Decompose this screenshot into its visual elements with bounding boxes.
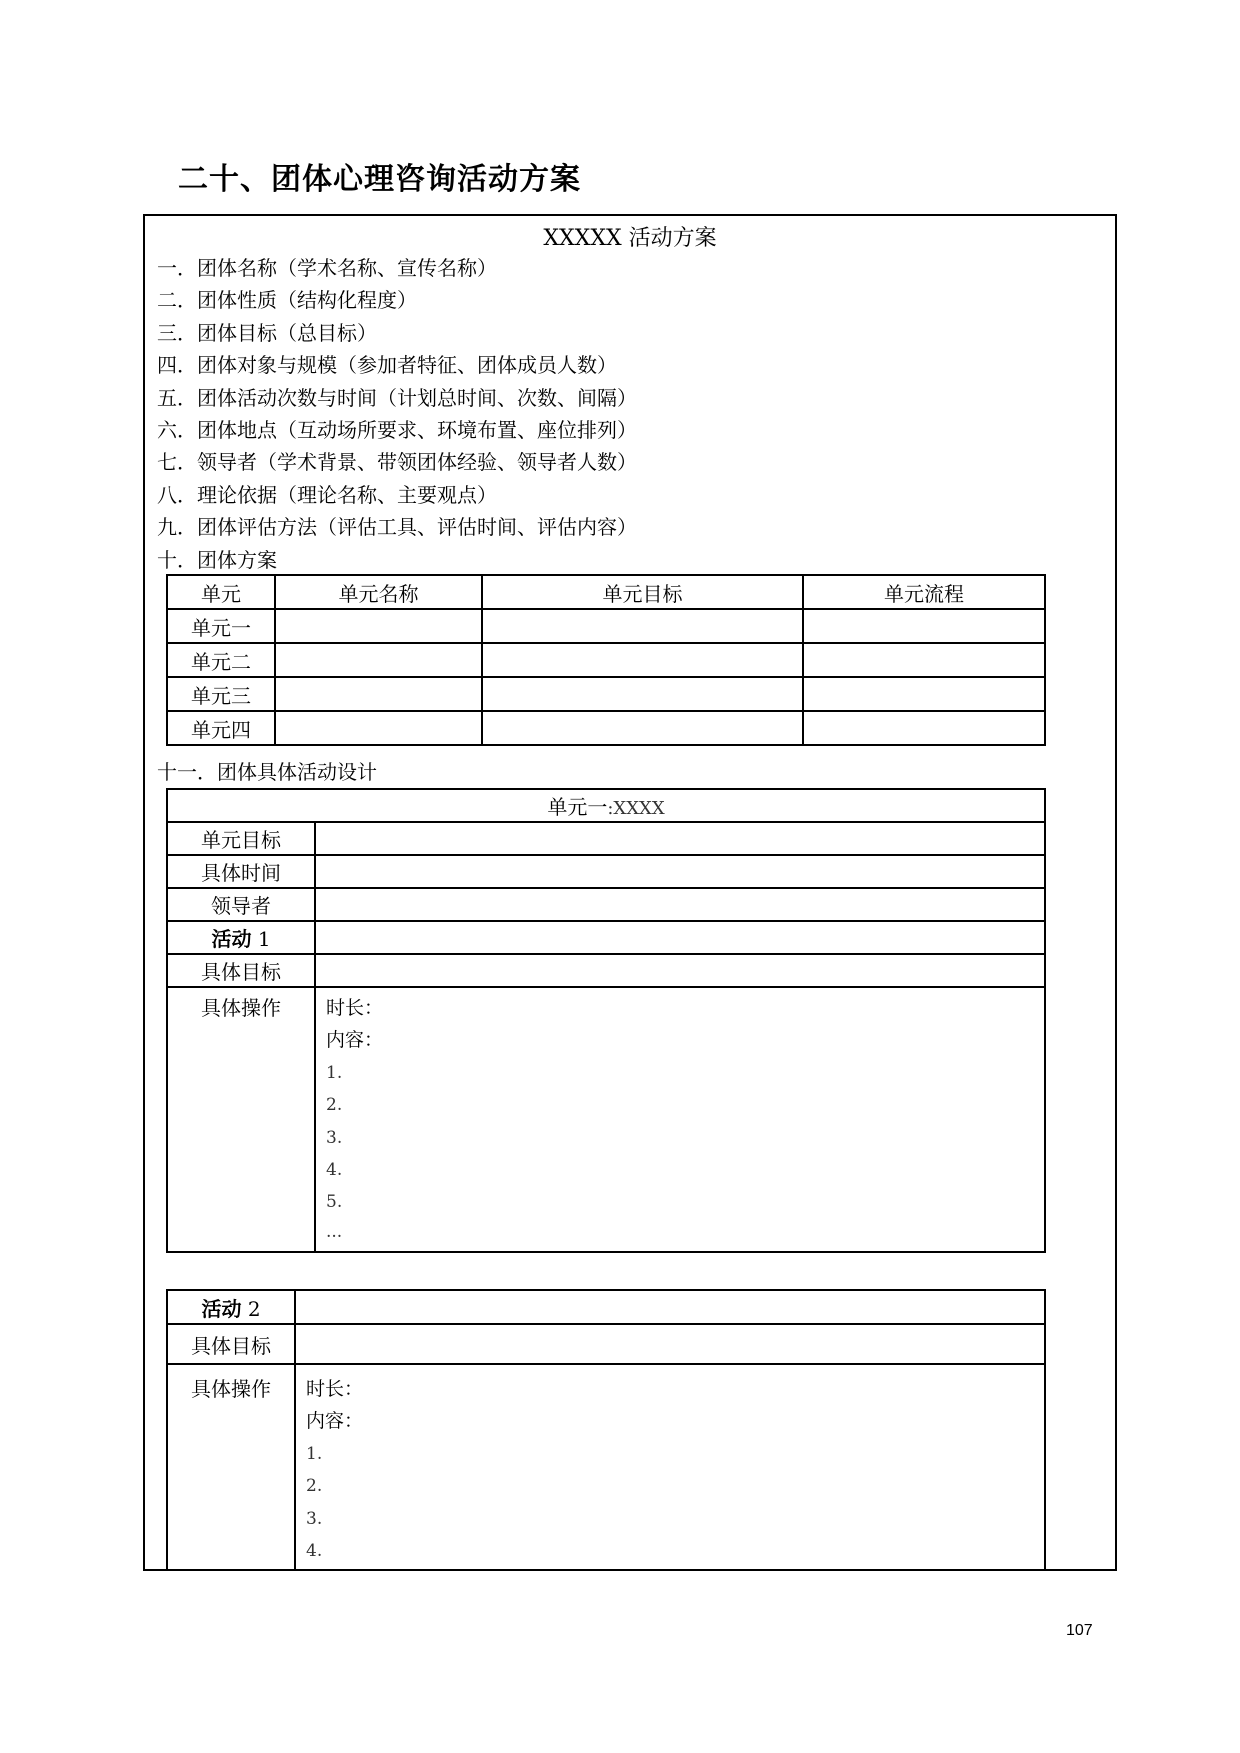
table-row (167, 987, 1045, 1252)
step-item: 4. (306, 1540, 323, 1561)
step-item: ... (326, 1221, 343, 1242)
section-list (157, 252, 637, 576)
section-item: 九．团体评估方法（评估工具、评估时间、评估内容） (157, 515, 637, 540)
activity-label-text: 活动 (201, 1296, 242, 1321)
empty-cell[interactable] (275, 677, 482, 711)
empty-cell[interactable] (482, 643, 803, 677)
operation-content[interactable] (315, 987, 1045, 1252)
column-header: 单元 (167, 575, 275, 609)
activity-label (167, 921, 315, 954)
unit-heading-name: :XXXX (607, 798, 665, 819)
section-item: 二．团体性质（结构化程度） (157, 288, 417, 313)
empty-cell[interactable] (482, 711, 803, 745)
unit-cell: 单元三 (167, 677, 275, 711)
step-item: 1. (326, 1062, 343, 1083)
table-row (167, 822, 1045, 855)
empty-cell[interactable] (315, 921, 1045, 954)
section-item: 五．团体活动次数与时间（计划总时间、次数、间隔） (157, 385, 637, 410)
table-row (167, 888, 1045, 921)
row-label: 具体操作 (167, 1364, 295, 1570)
activity-label-number: 1 (257, 927, 271, 951)
step-item: 3. (326, 1127, 343, 1148)
activity-label (167, 1290, 295, 1324)
content-label: 内容： (326, 1029, 384, 1052)
section-item: 六．团体地点（互动场所要求、环境布置、座位排列） (157, 418, 637, 443)
empty-cell[interactable] (275, 711, 482, 745)
row-label: 具体时间 (167, 855, 315, 888)
table-row (167, 677, 1045, 711)
section-item: 十．团体方案 (157, 547, 277, 572)
empty-cell[interactable] (275, 643, 482, 677)
page-number: 107 (1066, 1622, 1093, 1639)
table-row (167, 711, 1045, 745)
units-table (166, 574, 1046, 746)
table-row (167, 609, 1045, 643)
empty-cell[interactable] (803, 711, 1045, 745)
empty-cell[interactable] (315, 954, 1045, 987)
table-row (167, 1364, 1045, 1570)
design-heading: 十一．团体具体活动设计 (157, 760, 377, 784)
duration-label: 时长： (326, 997, 384, 1019)
table-row (167, 789, 1045, 822)
content-label: 内容： (306, 1410, 364, 1433)
section-item: 七．领导者（学术背景、带领团体经验、领导者人数） (157, 450, 637, 475)
unit-heading (167, 789, 1045, 822)
step-item: 5. (326, 1192, 343, 1213)
activity2-table (166, 1289, 1046, 1571)
empty-cell[interactable] (315, 888, 1045, 921)
row-label: 具体目标 (167, 1324, 295, 1364)
step-item: 1. (306, 1443, 323, 1464)
unit-heading-label: 单元一 (547, 795, 608, 819)
step-item: 3. (306, 1508, 323, 1529)
empty-cell[interactable] (482, 677, 803, 711)
unit-cell: 单元二 (167, 643, 275, 677)
row-label: 领导者 (167, 888, 315, 921)
step-item: 4. (326, 1159, 343, 1180)
plan-title: XXXXX 活动方案 (543, 226, 717, 251)
row-label: 单元目标 (167, 822, 315, 855)
table-header-row (167, 575, 1045, 609)
operation-content[interactable] (295, 1364, 1045, 1570)
empty-cell[interactable] (275, 609, 482, 643)
column-header: 单元流程 (803, 575, 1045, 609)
step-item: 2. (326, 1095, 343, 1116)
empty-cell[interactable] (803, 677, 1045, 711)
table-row (167, 1324, 1045, 1364)
column-header: 单元目标 (482, 575, 803, 609)
unit-cell: 单元一 (167, 609, 275, 643)
table-row (167, 954, 1045, 987)
empty-cell[interactable] (295, 1324, 1045, 1364)
page-title: 二十、团体心理咨询活动方案 (178, 162, 581, 197)
empty-cell[interactable] (315, 855, 1045, 888)
step-item: 2. (306, 1476, 323, 1497)
empty-cell[interactable] (482, 609, 803, 643)
activity-design-table (166, 788, 1046, 1253)
section-item: 一．团体名称（学术名称、宣传名称） (157, 256, 497, 280)
section-item: 三．团体目标（总目标） (157, 320, 377, 345)
column-header: 单元名称 (275, 575, 482, 609)
empty-cell[interactable] (295, 1290, 1045, 1324)
unit-cell: 单元四 (167, 711, 275, 745)
row-label: 具体操作 (167, 987, 315, 1252)
activity-label-text: 活动 (211, 927, 252, 951)
table-row (167, 921, 1045, 954)
activity-label-number: 2 (247, 1296, 261, 1321)
empty-cell[interactable] (803, 609, 1045, 643)
table-row (167, 643, 1045, 677)
section-item: 四．团体对象与规模（参加者特征、团体成员人数） (157, 353, 617, 378)
table-row (167, 1290, 1045, 1324)
row-label: 具体目标 (167, 954, 315, 987)
duration-label: 时长： (306, 1378, 364, 1400)
empty-cell[interactable] (803, 643, 1045, 677)
section-item: 八．理论依据（理论名称、主要观点） (157, 482, 497, 507)
empty-cell[interactable] (315, 822, 1045, 855)
plan-frame (143, 214, 1117, 1571)
table-row (167, 855, 1045, 888)
